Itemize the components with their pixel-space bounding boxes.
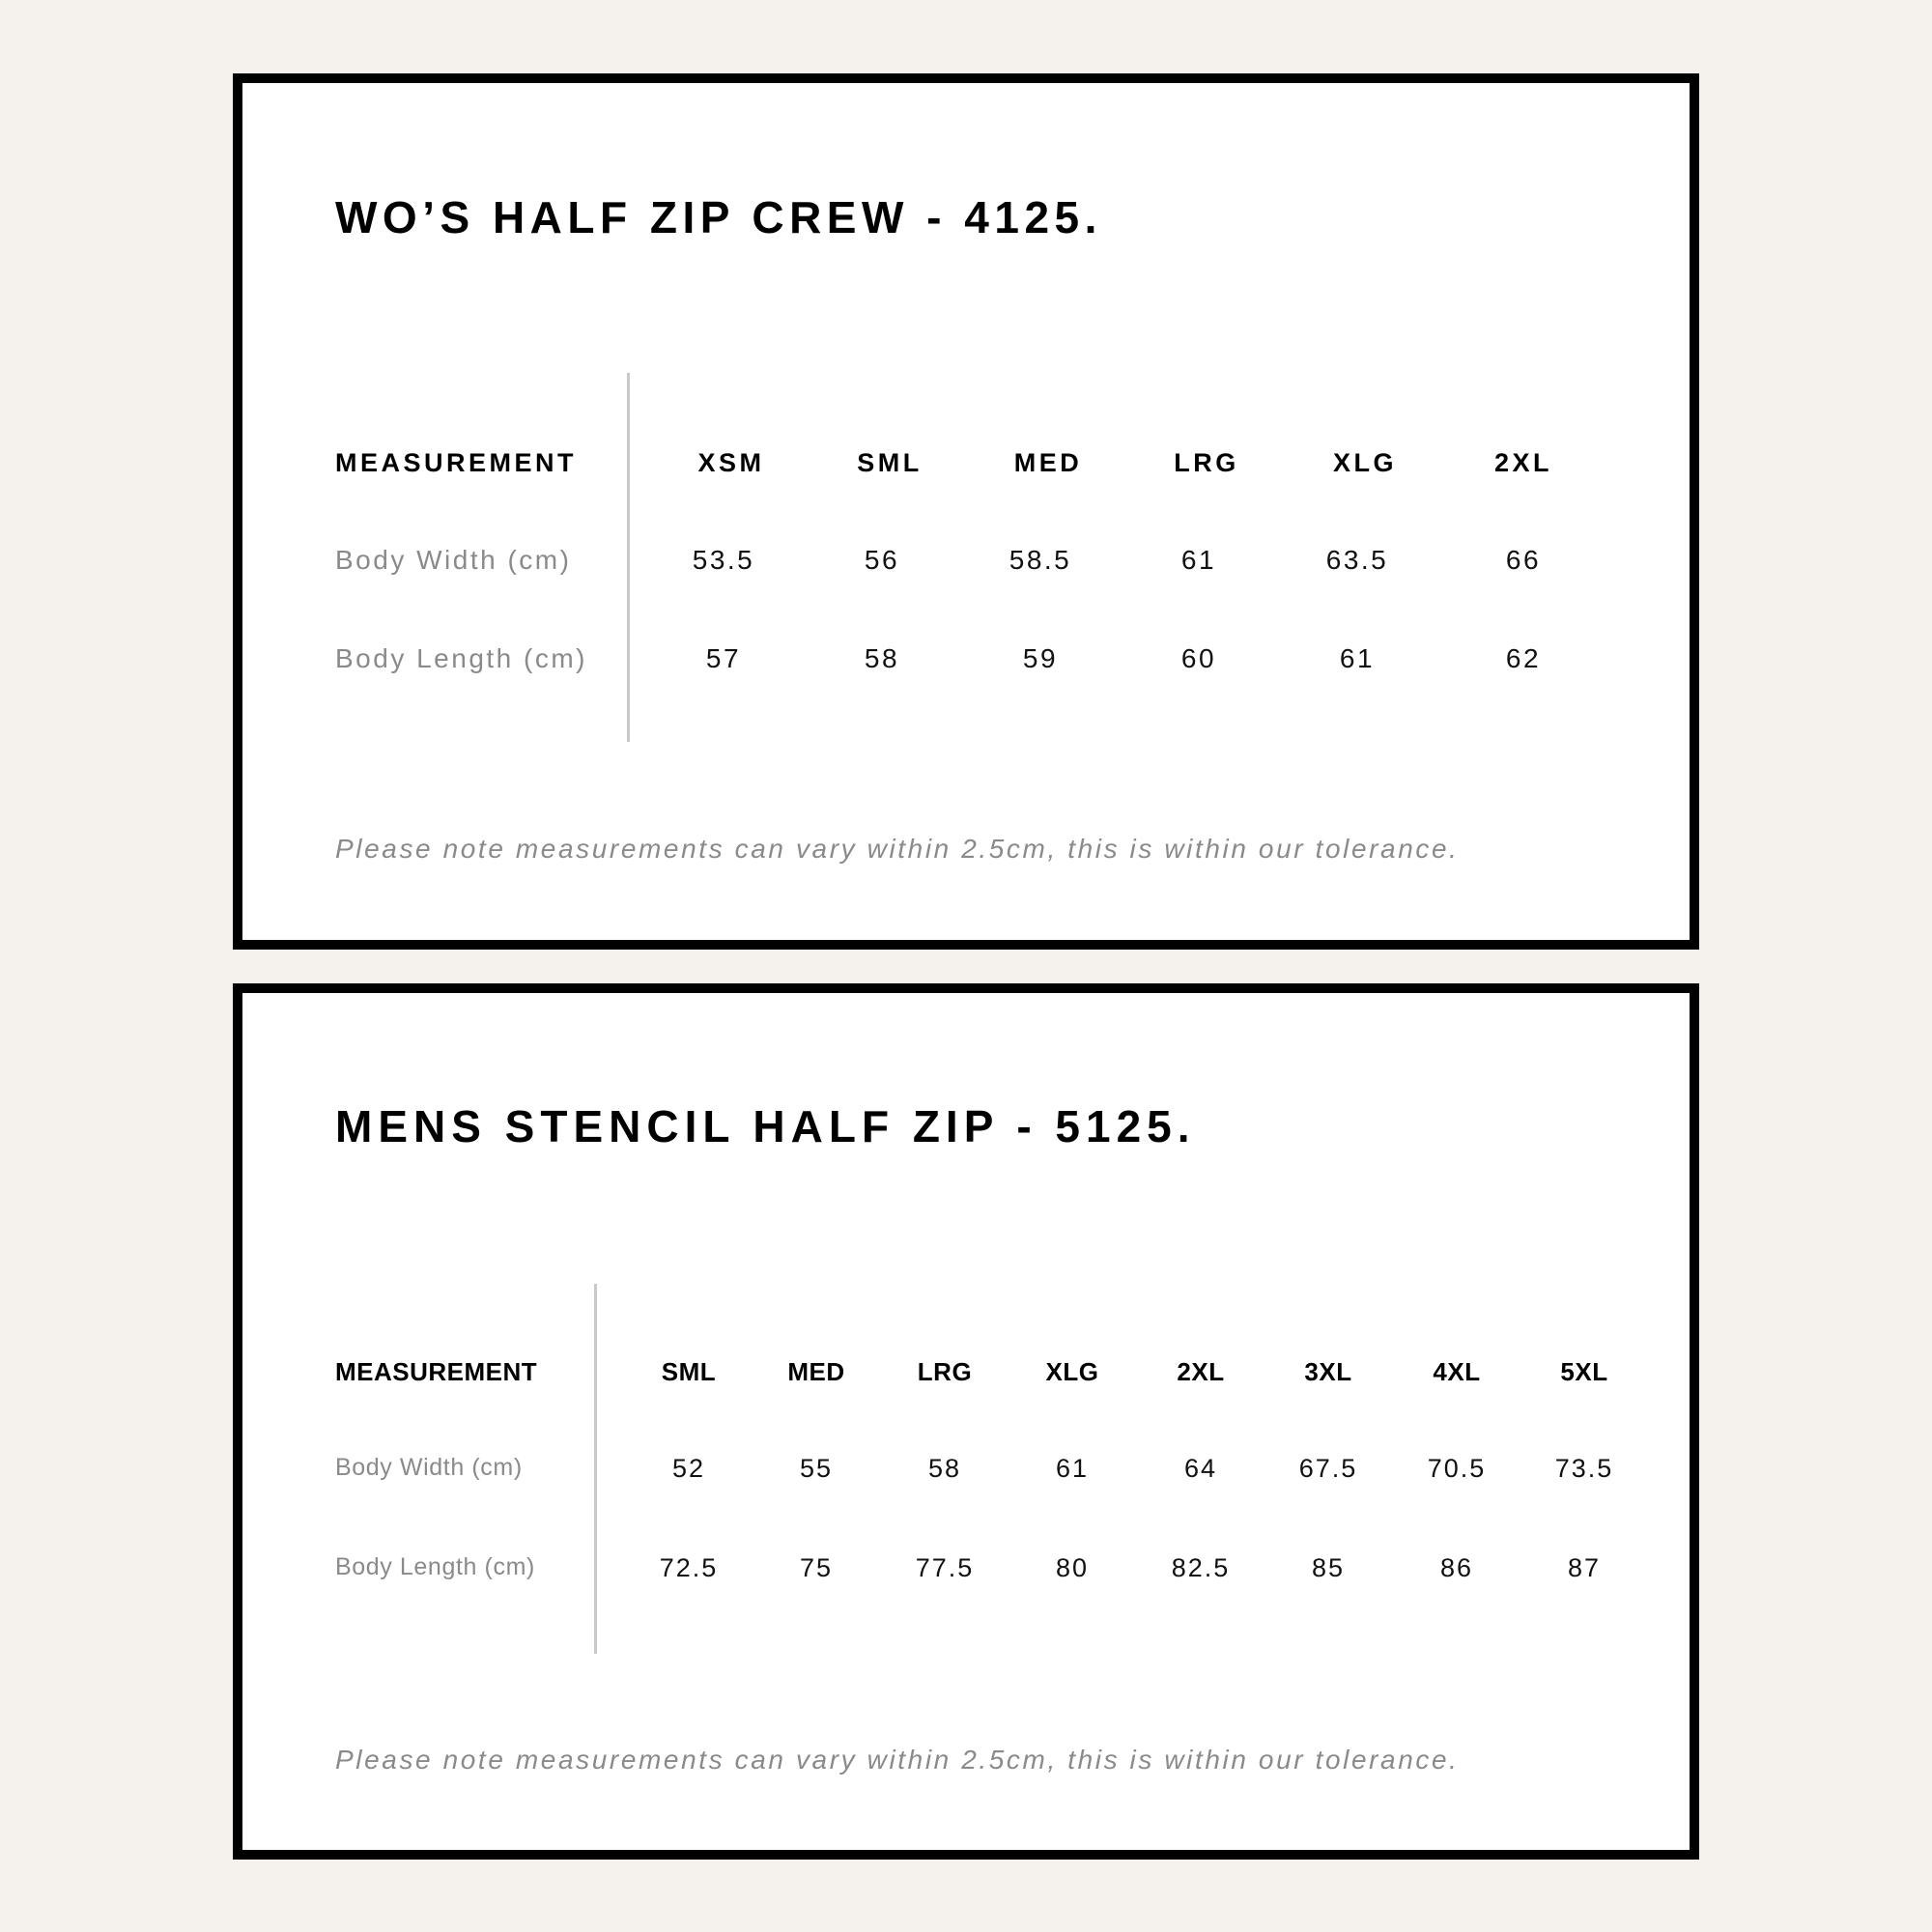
table-cell: 58.5	[1009, 545, 1072, 575]
table-cell: 58	[927, 1454, 962, 1483]
chart-title: MENS STENCIL HALF ZIP - 5125.	[335, 1101, 1196, 1151]
table-cell: 53.5	[692, 545, 755, 575]
table-cell: 87	[1567, 1553, 1602, 1582]
size-chart-card-4125	[233, 73, 1699, 950]
size-header-3xl: 3XL	[1304, 1357, 1352, 1386]
size-header-med: MED	[787, 1357, 845, 1386]
size-header-2xl: 2XL	[1493, 448, 1553, 477]
measurement-header: MEASUREMENT	[335, 1357, 538, 1386]
table-cell: 72.5	[659, 1553, 719, 1582]
table-cell: 66	[1505, 545, 1542, 575]
column-divider	[627, 373, 630, 742]
size-header-sml: SML	[857, 448, 923, 477]
tolerance-note: Please note measurements can vary within 2.5cm, this is within our tolerance.	[335, 1745, 1460, 1775]
size-header-xlg: XLG	[1045, 1357, 1099, 1386]
table-cell: 86	[1439, 1553, 1474, 1582]
table-cell: 56	[864, 545, 900, 575]
table-cell: 61	[1180, 545, 1217, 575]
column-divider	[594, 1284, 597, 1654]
table-cell: 55	[799, 1454, 834, 1483]
table-cell: 62	[1505, 643, 1542, 673]
size-header-5xl: 5XL	[1560, 1357, 1608, 1386]
table-cell: 85	[1311, 1553, 1346, 1582]
table-cell: 67.5	[1298, 1454, 1358, 1483]
size-header-2xl: 2XL	[1177, 1357, 1225, 1386]
table-cell: 73.5	[1554, 1454, 1614, 1483]
tolerance-note: Please note measurements can vary within 2.5cm, this is within our tolerance.	[335, 834, 1460, 864]
table-cell: 61	[1055, 1454, 1090, 1483]
measurement-header: MEASUREMENT	[335, 448, 578, 477]
table-cell: 82.5	[1171, 1553, 1231, 1582]
table-cell: 61	[1339, 643, 1376, 673]
size-header-med: MED	[1013, 448, 1083, 477]
size-header-lrg: LRG	[1174, 448, 1239, 477]
table-cell: 52	[671, 1454, 706, 1483]
table-cell: 80	[1055, 1553, 1090, 1582]
row-label-body-width: Body Width (cm)	[335, 545, 572, 575]
size-chart-card-5125	[233, 983, 1699, 1860]
chart-title: WO’S HALF ZIP CREW - 4125.	[335, 192, 1102, 242]
table-cell: 70.5	[1427, 1454, 1487, 1483]
size-header-lrg: LRG	[917, 1357, 973, 1386]
size-header-4xl: 4XL	[1433, 1357, 1481, 1386]
table-cell: 77.5	[915, 1553, 975, 1582]
row-label-body-length: Body Length (cm)	[335, 643, 587, 673]
table-cell: 75	[799, 1553, 834, 1582]
table-cell: 63.5	[1325, 545, 1389, 575]
table-cell: 60	[1180, 643, 1217, 673]
size-header-sml: SML	[661, 1357, 717, 1386]
size-header-xlg: XLG	[1332, 448, 1397, 477]
row-label-body-width: Body Width (cm)	[335, 1454, 523, 1481]
row-label-body-length: Body Length (cm)	[335, 1553, 535, 1580]
table-cell: 59	[1022, 643, 1059, 673]
table-cell: 64	[1183, 1454, 1218, 1483]
size-header-xsm: XSM	[697, 448, 765, 477]
table-cell: 58	[864, 643, 900, 673]
table-cell: 57	[705, 643, 742, 673]
